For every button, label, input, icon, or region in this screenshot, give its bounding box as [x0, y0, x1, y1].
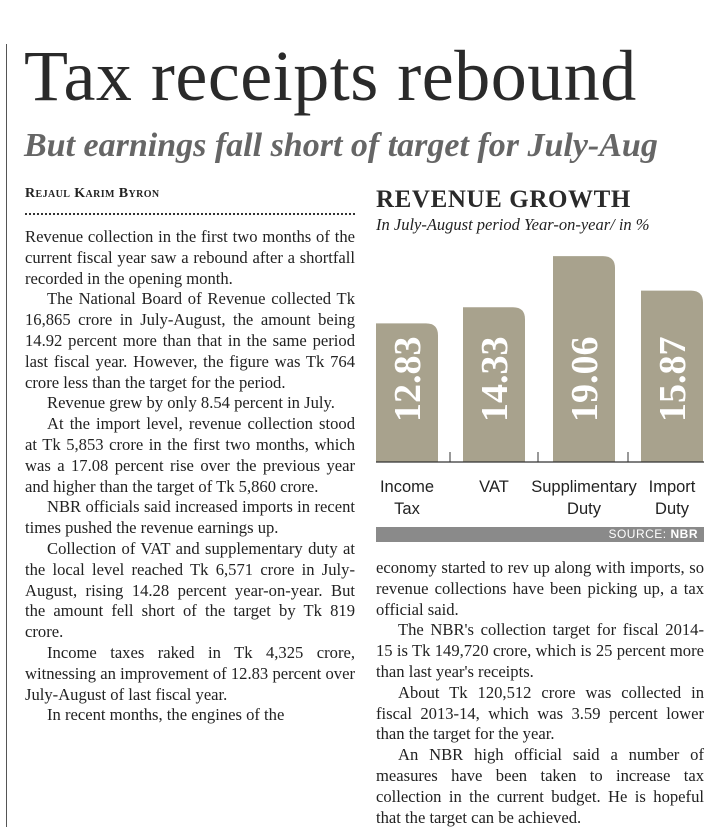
bar-value-label: 14.33 [474, 336, 516, 422]
subheadline: But earnings fall short of target for July-Aug [24, 127, 658, 164]
source-name: NBR [670, 527, 698, 541]
headline: Tax receipts rebound [24, 36, 637, 116]
paragraph: An NBR high official said a number of measures have been taken to increase tax collection in the current budget. He is hopeful that the target can be achieved. [376, 745, 704, 827]
chart-subtitle: In July-August period Year-on-year/ in % [376, 215, 650, 234]
bar-value-label: 19.06 [564, 336, 606, 422]
paragraph: economy started to rev up along with imports, so revenue collections have been picking up, a tax official said. [376, 558, 704, 619]
x-tick-label: Duty [567, 500, 601, 518]
byline-divider [25, 213, 355, 215]
paragraph: The NBR's collection target for fiscal 2014-15 is Tk 149,720 crore, which is 25 percent more than last year's receipts. [376, 620, 704, 681]
source-bar [376, 527, 704, 542]
paragraph: Revenue grew by only 8.54 percent in July. [47, 393, 335, 413]
x-tick-label: Tax [394, 500, 420, 518]
article-column-1 [25, 227, 355, 726]
bar-value-label: 12.83 [387, 336, 429, 422]
chart-title: REVENUE GROWTH [376, 186, 631, 213]
paragraph: Revenue collection in the first two months of the current fiscal year saw a rebound after a shortfall recorded in the opening month. [25, 227, 355, 288]
paragraph: In recent months, the engines of the [47, 705, 285, 725]
source-label: SOURCE: [608, 527, 667, 541]
paragraph: NBR officials said increased imports in recent times pushed the revenue earnings up. [25, 497, 355, 538]
x-tick-label: Supplimentary [531, 478, 637, 496]
source-credit [608, 527, 698, 542]
paragraph: Income taxes raked in Tk 4,325 crore, witnessing an improvement of 12.83 percent over July-August of last fiscal year. [25, 642, 355, 704]
x-tick-label: VAT [479, 478, 509, 496]
paragraph: The National Board of Revenue collected Tk 16,865 crore in July-August, the amount being 14.92 percent more than that in the same period last fiscal year. However, the figure was Tk 764 crore less than the target for the period. [25, 289, 355, 392]
column-divider [6, 44, 7, 827]
paragraph: About Tk 120,512 crore was collected in fiscal 2013-14, which was 3.59 percent lower than the target for the year. [376, 682, 704, 744]
paragraph: At the import level, revenue collection stood at Tk 5,853 crore in the first two months, which was a 17.08 percent rise over the previous year and higher than the target of Tk 5,860 crore. [25, 414, 355, 496]
byline: Rejaul Karim Byron [25, 186, 160, 201]
revenue-growth-chart [370, 230, 710, 530]
bar-value-label: 15.87 [652, 336, 694, 422]
article-column-2 [376, 558, 704, 828]
x-tick-label: Income [379, 478, 435, 496]
paragraph: Collection of VAT and supplementary duty at the local level reached Tk 6,571 crore in July-August, rising 14.28 percent year-on-year. But the amount fell short of the target by Tk 819 crore. [25, 538, 355, 642]
x-tick-label: Import [648, 478, 696, 496]
x-tick-label: Duty [655, 500, 689, 518]
